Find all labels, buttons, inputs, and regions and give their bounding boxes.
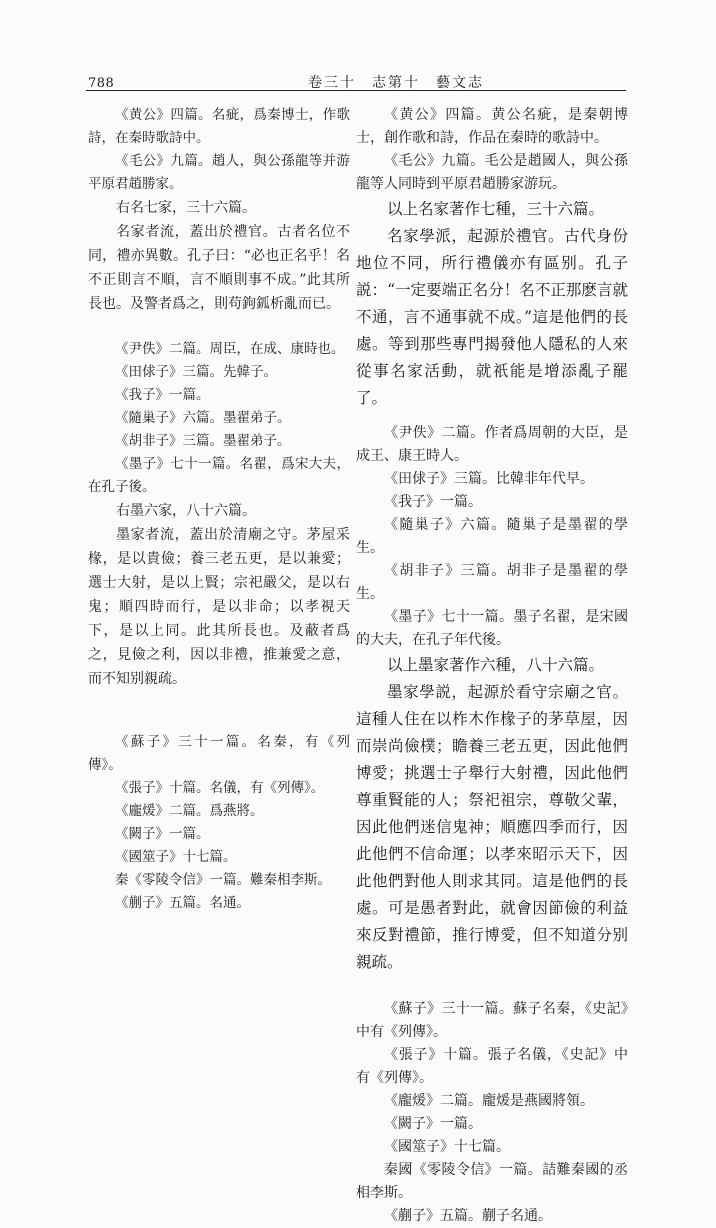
translation-column <box>356 104 628 1228</box>
category-essay: 墨家學説，起源於看守宗廟之官。這種人住在以柞木作椽子的茅草屋，因而崇尚儉樸；瞻養三老五更，因此他們博愛；挑選士子舉行大射禮，因此他們尊重賢能的人；祭祀祖宗，尊敬父輩，因此他們迷信鬼神；順應四季而行，因此他們不信命運；以孝來昭示天下，因此他們對他人則求其同。這是他們的長處。可是愚者對此，就會因節儉的利益來反對禮節，推行博愛，但不知道分别親疏。 <box>356 683 628 971</box>
translation-entry: 《我子》一篇。 <box>384 494 482 510</box>
bibliography-entry: 《胡非子》三篇。墨翟弟子。 <box>115 433 291 449</box>
bibliography-entry: 《我子》一篇。 <box>115 387 210 403</box>
translation-entry: 《田俅子》三篇。比韓非年代早。 <box>384 471 594 487</box>
category-summary: 以上名家著作七種，三十六篇。 <box>387 200 605 218</box>
translation-entry: 《張子》十篇。張子名儀，《史記》中有《列傳》。 <box>356 1047 628 1086</box>
bibliography-entry: 《闕子》一篇。 <box>115 826 210 842</box>
bibliography-entry: 《蒯子》五篇。名通。 <box>115 895 250 911</box>
classical-text-column <box>88 104 350 915</box>
category-essay: 名家者流，蓋出於禮官。古者名位不同，禮亦異數。孔子曰：“必也正名乎！名不正則言不順，言不順則事不成。”此其所長也。及警者爲之，則苟鉤鈲析亂而已。 <box>88 224 350 312</box>
page-number: 788 <box>88 76 115 91</box>
bibliography-entry: 秦《零陵令信》一篇。難秦相李斯。 <box>115 872 331 888</box>
bibliography-entry: 《田俅子》三篇。先韓子。 <box>115 364 277 380</box>
translation-entry: 《毛公》九篇。毛公是趙國人，與公孫龍等人同時到平原君趙勝家游玩。 <box>356 153 628 192</box>
bibliography-entry: 《墨子》七十一篇。名翟，爲宋大夫，在孔子後。 <box>88 456 350 495</box>
bibliography-entry: 《隨巢子》六篇。墨翟弟子。 <box>115 410 291 426</box>
category-essay: 名家學派，起源於禮官。古代身份地位不同，所行禮儀亦有區别。孔子説：“一定要端正名分！名不正那麽言就不通，言不通事就不成。”這是他們的長處。等到那些專門揭發他人隱私的人來從事名家活動，就祇能是增添亂子罷了。 <box>356 227 628 407</box>
category-summary: 右墨六家，八十六篇。 <box>116 503 256 519</box>
translation-entry: 《龐煖》二篇。龐煖是燕國將領。 <box>384 1093 594 1109</box>
translation-entry: 《黄公》四篇。黄公名疵，是秦朝博士，創作歌和詩，作品在秦時的歌詩中。 <box>356 107 628 146</box>
bibliography-entry: 《張子》十篇。名儀，有《列傳》。 <box>115 780 325 796</box>
translation-entry: 《闕子》一篇。 <box>384 1116 482 1132</box>
bibliography-entry: 《黄公》四篇。名疵，爲秦博士，作歌詩，在秦時歌詩中。 <box>88 107 350 146</box>
category-summary: 右名七家，三十六篇。 <box>116 200 256 216</box>
bibliography-entry: 《龐煖》二篇。爲燕將。 <box>115 803 264 819</box>
translation-entry: 《國筮子》十七篇。 <box>384 1139 510 1155</box>
category-essay: 墨家者流，蓋出於清廟之守。茅屋采椽，是以貴儉；養三老五更，是以兼愛；選士大射，是以上賢；宗祀嚴父，是以右鬼；順四時而行，是以非命；以孝視天下，是以上同。此其所長也。及蔽者爲之，見儉之利，因以非禮，推兼愛之意，而不知别親疏。 <box>88 527 350 687</box>
translation-entry: 《蒯子》五篇。蒯子名通。 <box>384 1208 552 1224</box>
header-rule <box>86 90 626 91</box>
bibliography-entry: 《國筮子》十七篇。 <box>115 849 237 865</box>
translation-entry: 《墨子》七十一篇。墨子名翟，是宋國的大夫，在孔子年代後。 <box>356 609 628 648</box>
translation-entry: 《蘇子》三十一篇。蘇子名秦，《史記》中有《列傳》。 <box>356 1001 628 1040</box>
translation-entry: 《尹佚》二篇。作者爲周朝的大臣，是成王、康王時人。 <box>356 425 628 464</box>
running-head: 卷三十 志第十 藝文志 <box>308 75 484 91</box>
translation-entry: 《胡非子》三篇。胡非子是墨翟的學生。 <box>356 563 628 602</box>
category-summary: 以上墨家著作六種，八十六篇。 <box>387 656 605 674</box>
bibliography-entry: 《毛公》九篇。趙人，與公孫龍等并游平原君趙勝家。 <box>88 153 350 192</box>
translation-entry: 《隨巢子》六篇。隨巢子是墨翟的學生。 <box>356 517 628 556</box>
bibliography-entry: 《尹佚》二篇。周臣，在成、康時也。 <box>115 341 345 357</box>
translation-entry: 秦國《零陵令信》一篇。詰難秦國的丞相李斯。 <box>356 1162 628 1201</box>
bibliography-entry: 《蘇子》三十一篇。名秦，有《列傳》。 <box>88 734 350 773</box>
